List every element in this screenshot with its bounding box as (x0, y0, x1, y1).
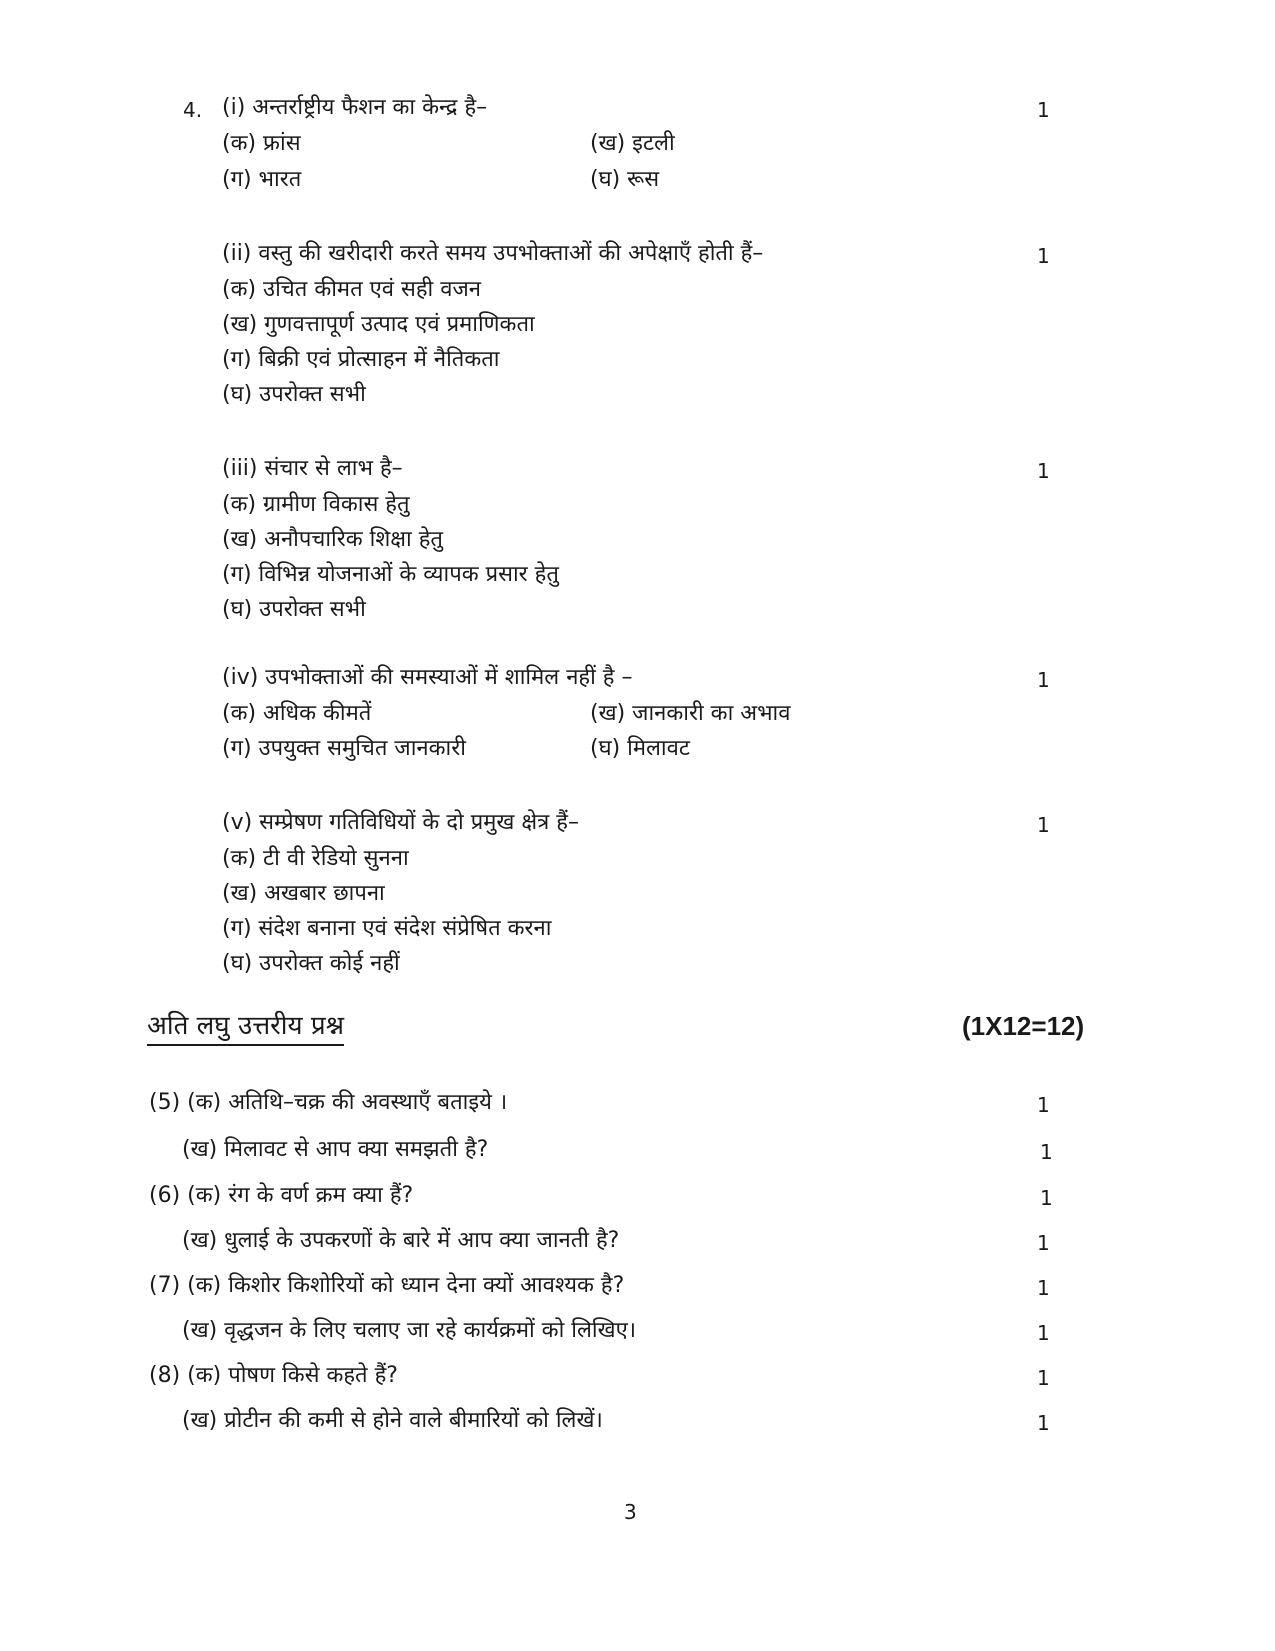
marks-4-v: 1 (1037, 813, 1050, 837)
option: (ख) जानकारी का अभाव (590, 701, 791, 726)
option: (घ) रूस (590, 167, 660, 192)
option: (ख) गुणवत्तापूर्ण उत्पाद एवं प्रमाणिकता (222, 312, 535, 337)
short-question-7a: (7) (क) किशोर किशोरियों को ध्यान देना क्यों आवश्यक है? (149, 1273, 625, 1298)
marks-4-iii: 1 (1037, 459, 1050, 483)
section-marks-total: (1X12=12) (962, 1011, 1085, 1041)
option: (ग) भारत (222, 167, 302, 192)
short-question-7b: (ख) वृद्धजन के लिए चलाए जा रहे कार्यक्रमों को लिखिए। (182, 1318, 637, 1343)
question-4-ii: (ii) वस्तु की खरीदारी करते समय उपभोक्ताओं की अपेक्षाएँ होती हैं– (222, 241, 764, 266)
marks-4-ii: 1 (1037, 244, 1050, 268)
marks: 1 (1037, 1366, 1050, 1390)
short-question-6b: (ख) धुलाई के उपकरणों के बारे में आप क्या जानती है? (182, 1228, 620, 1253)
marks: 1 (1037, 1093, 1050, 1117)
option: (ख) इटली (590, 131, 675, 156)
option: (ख) अखबार छापना (222, 881, 385, 906)
option: (घ) मिलावट (590, 736, 690, 761)
question-number: 4. (183, 98, 203, 122)
question-4-v: (v) सम्प्रेषण गतिविधियों के दो प्रमुख क्षेत्र हैं– (222, 810, 579, 835)
option: (ग) बिक्री एवं प्रोत्साहन में नैतिकता (222, 347, 500, 372)
page-number: 3 (624, 1500, 637, 1524)
short-question-5a: (5) (क) अतिथि–चक्र की अवस्थाएँ बताइये । (149, 1090, 508, 1115)
question-4-iii: (iii) संचार से लाभ है– (222, 456, 403, 481)
option: (क) ग्रामीण विकास हेतु (222, 492, 410, 517)
short-question-8b: (ख) प्रोटीन की कमी से होने वाले बीमारियों को लिखें। (182, 1408, 603, 1433)
marks-4-i: 1 (1037, 98, 1050, 122)
option: (ग) उपयुक्त समुचित जानकारी (222, 736, 466, 761)
option: (घ) उपरोक्त सभी (222, 382, 366, 407)
marks: 1 (1037, 1321, 1050, 1345)
marks: 1 (1040, 1140, 1053, 1164)
option: (क) टी वी रेडियो सुनना (222, 846, 409, 871)
option: (घ) उपरोक्त सभी (222, 597, 366, 622)
question-4-i: (i) अन्तर्राष्ट्रीय फैशन का केन्द्र है– (222, 95, 488, 120)
option: (घ) उपरोक्त कोई नहीं (222, 951, 400, 976)
short-question-8a: (8) (क) पोषण किसे कहते हैं? (149, 1363, 398, 1388)
option: (क) उचित कीमत एवं सही वजन (222, 277, 481, 302)
marks: 1 (1037, 1276, 1050, 1300)
option: (क) अधिक कीमतें (222, 701, 372, 726)
option: (क) फ्रांस (222, 131, 301, 156)
marks: 1 (1040, 1186, 1053, 1210)
question-4-iv: (iv) उपभोक्ताओं की समस्याओं में शामिल नहीं है – (222, 665, 633, 690)
short-question-6a: (6) (क) रंग के वर्ण क्रम क्या हैं? (149, 1183, 414, 1208)
marks-4-iv: 1 (1037, 668, 1050, 692)
option: (ख) अनौपचारिक शिक्षा हेतु (222, 527, 443, 552)
option: (ग) संदेश बनाना एवं संदेश संप्रेषित करना (222, 916, 552, 941)
section-title: अति लघु उत्तरीय प्रश्न (147, 1009, 344, 1046)
option: (ग) विभिन्न योजनाओं के व्यापक प्रसार हेतु (222, 562, 559, 587)
short-question-5b: (ख) मिलावट से आप क्या समझती है? (182, 1137, 489, 1162)
marks: 1 (1037, 1231, 1050, 1255)
marks: 1 (1037, 1411, 1050, 1435)
